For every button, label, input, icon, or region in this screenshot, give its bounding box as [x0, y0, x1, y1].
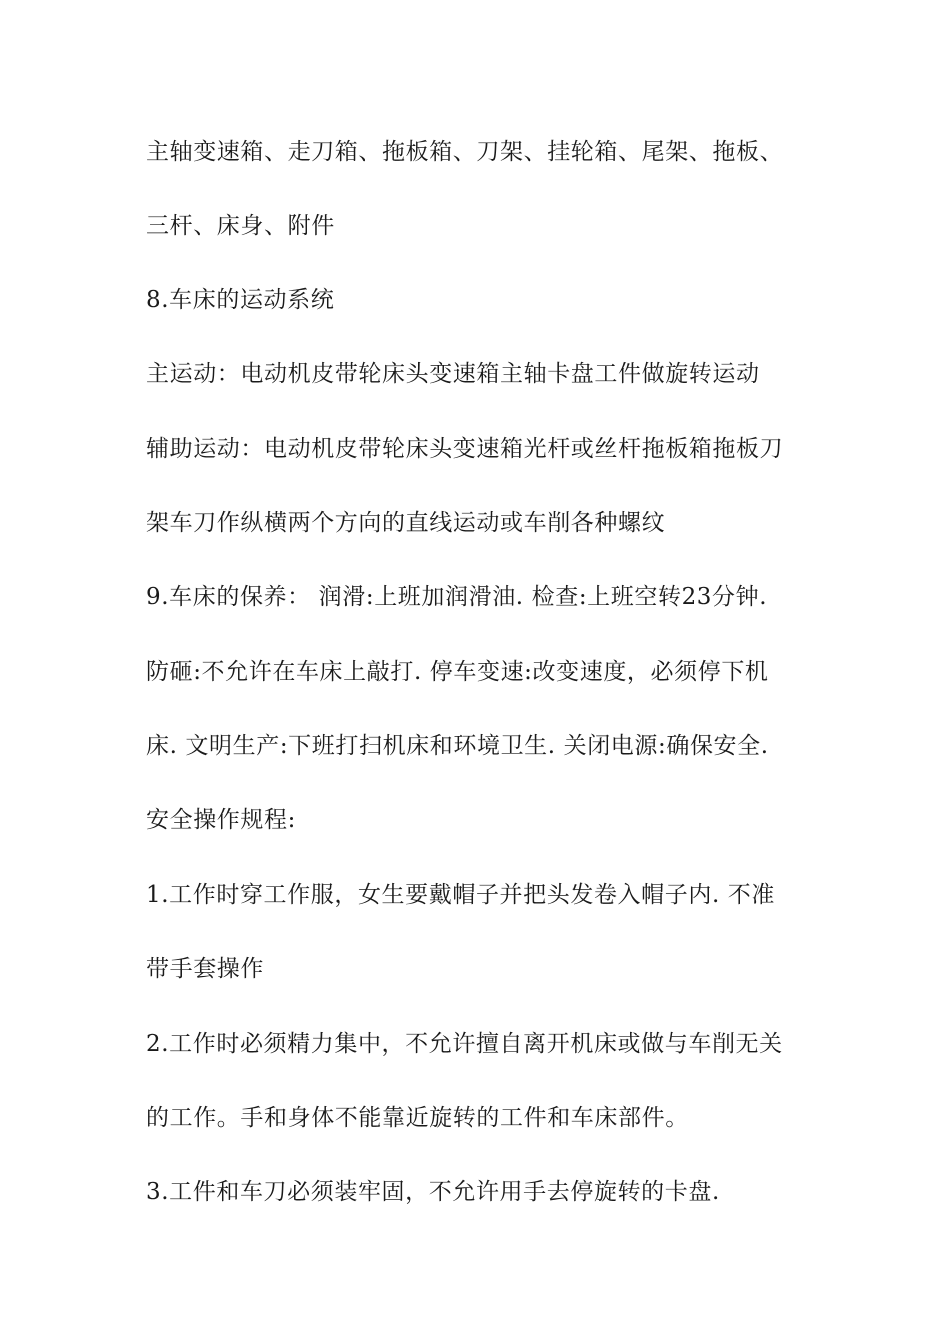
text-line: 的工作。手和身体不能靠近旋转的工件和车床部件。 [146, 1105, 689, 1131]
text-line: 主运动：电动机皮带轮床头变速箱主轴卡盘工件做旋转运动 [146, 361, 760, 387]
section-heading: 9.车床的保养： 润滑:上班加润滑油. 检查:上班空转23分钟. [146, 584, 768, 610]
section-heading: 安全操作规程: [146, 807, 296, 833]
list-item: 1.工作时穿工作服，女生要戴帽子并把头发卷入帽子内. 不准 [146, 882, 775, 908]
text-line: 辅助运动：电动机皮带轮床头变速箱光杆或丝杆拖板箱拖板刀 [146, 436, 784, 462]
text-line: 防砸:不允许在车床上敲打. 停车变速:改变速度，必须停下机 [146, 659, 769, 685]
text-line: 带手套操作 [146, 956, 264, 982]
list-item: 3.工件和车刀必须装牢固，不允许用手去停旋转的卡盘. [146, 1179, 720, 1205]
text-line: 床. 文明生产:下班打扫机床和环境卫生. 关闭电源:确保安全. [146, 733, 769, 759]
text-line: 架车刀作纵横两个方向的直线运动或车削各种螺纹 [146, 510, 666, 536]
text-line: 主轴变速箱、走刀箱、拖板箱、刀架、挂轮箱、尾架、拖板、 [146, 139, 784, 165]
list-item: 2.工作时必须精力集中，不允许擅自离开机床或做与车削无关 [146, 1031, 783, 1057]
text-line: 三杆、床身、附件 [146, 213, 335, 239]
section-heading: 8.车床的运动系统 [146, 287, 335, 313]
